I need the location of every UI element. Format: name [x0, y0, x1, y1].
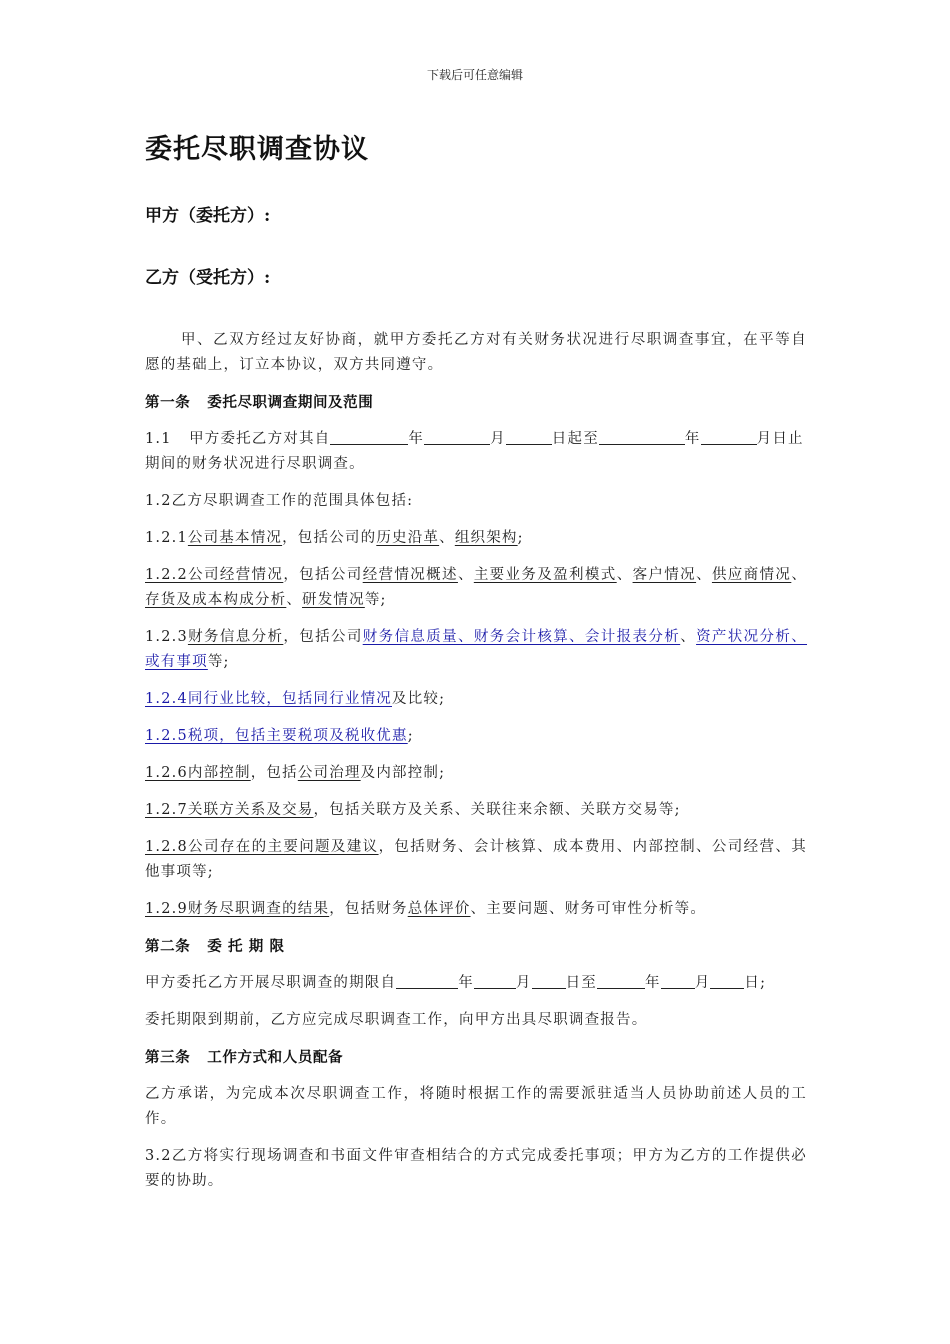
blank-term-end-month[interactable]: [661, 972, 695, 989]
clause-text: ，包括公司的: [282, 530, 377, 546]
link-dd-results[interactable]: 1.2.9财务尽职调查的结果: [145, 901, 330, 917]
clause-1-2-4: [145, 687, 807, 712]
blank-start-day[interactable]: [506, 428, 552, 445]
clause-1-2-8: [145, 835, 807, 885]
clause-text: 等;: [364, 592, 387, 608]
link-industry-comparison[interactable]: 1.2.4同行业比较，包括同行业情况: [145, 691, 392, 707]
party-a-label: 甲方（委托方）:: [145, 206, 271, 226]
link-customers[interactable]: 客户情况: [632, 567, 697, 583]
clause-text: ，包括: [250, 765, 298, 781]
clause-number: 1.2.3: [145, 629, 188, 645]
label-day-from: 日起至: [551, 431, 599, 447]
clause-1-2-7: [145, 798, 807, 823]
label-month: 月: [515, 975, 532, 991]
clause-text: 、: [616, 567, 633, 583]
article-3-heading: 第三条 工作方式和人员配备: [145, 1049, 344, 1066]
clause-1-1-lead: 1.1 甲方委托乙方对其自: [145, 431, 331, 447]
link-main-issues[interactable]: 1.2.8公司存在的主要问题及建议: [145, 839, 379, 855]
document-title: 委托尽职调查协议: [145, 134, 369, 165]
clause-text: 、: [696, 567, 712, 583]
clause-1-2-1: [145, 526, 807, 551]
clause-1-2-2: [145, 563, 807, 613]
link-business-model[interactable]: 主要业务及盈利模式: [473, 567, 617, 583]
clause-text: 、: [286, 592, 303, 608]
link-financial-analysis[interactable]: 财务信息分析: [187, 629, 284, 645]
label-month: 月: [756, 431, 773, 447]
label-month: 月: [694, 975, 711, 991]
label-year: 年: [684, 431, 701, 447]
clause-text: 及内部控制;: [360, 765, 446, 781]
clause-text: 、主要问题、财务可审性分析等。: [470, 901, 707, 917]
link-operations[interactable]: 1.2.2公司经营情况: [145, 567, 284, 583]
label-year: 年: [645, 975, 661, 991]
clause-1-2-9: [145, 897, 807, 922]
link-company-basics[interactable]: 公司基本情况: [187, 530, 283, 546]
clause-1-2-3: [145, 625, 807, 675]
header-note: 下载后可任意编辑: [426, 68, 523, 82]
clause-text: ;: [407, 728, 414, 744]
label-year: 年: [458, 975, 474, 991]
link-internal-control[interactable]: 1.2.6内部控制: [145, 765, 251, 781]
article-2-deadline: 委托期限到期前，乙方应完成尽职调查工作，向甲方出具尽职调查报告。: [145, 1012, 648, 1028]
link-asset-analysis[interactable]: 资产状况分析、或有事项: [145, 629, 808, 670]
link-financial-quality[interactable]: 财务信息质量、财务会计核算、会计报表分析: [362, 629, 681, 645]
clause-1-1: [145, 427, 807, 477]
document-body: [145, 130, 807, 1194]
link-related-parties[interactable]: 1.2.7关联方关系及交易: [145, 802, 314, 818]
clause-text: ;: [517, 530, 524, 546]
clause-text: 、: [791, 567, 808, 583]
clause-text: 、: [439, 530, 455, 546]
intro-paragraph: 甲、乙双方经过友好协商，就甲方委托乙方对有关财务状况进行尽职调查事宜，在平等自愿的基础上，订立本协议，双方共同遵守。: [145, 332, 807, 373]
blank-term-end-year[interactable]: [597, 972, 645, 989]
clause-text: ，包括财务、会计核算、成本费用、内部控制、公司经营、其他事项等;: [145, 839, 807, 880]
blank-term-start-day[interactable]: [532, 972, 566, 989]
link-operations-overview[interactable]: 经营情况概述: [362, 567, 458, 583]
clause-text: 等;: [207, 654, 230, 670]
label-day: 日;: [744, 975, 767, 991]
blank-end-month[interactable]: [701, 428, 757, 445]
clause-1-2-6: [145, 761, 807, 786]
link-governance[interactable]: 公司治理: [297, 765, 361, 781]
blank-end-year[interactable]: [599, 428, 685, 445]
link-rnd[interactable]: 研发情况: [302, 592, 365, 608]
blank-term-start-year[interactable]: [396, 972, 458, 989]
clause-text: ，包括公司: [283, 567, 363, 583]
clause-1-1-tail: 日止期间的财务状况进行尽职调查。: [145, 431, 804, 472]
blank-term-end-day[interactable]: [710, 972, 744, 989]
clause-text: ，包括财务: [329, 901, 408, 917]
link-taxes[interactable]: 1.2.5税项，包括主要税项及税收优惠: [145, 728, 408, 744]
clause-text: 及比较;: [392, 691, 446, 707]
article-3-commitment: 乙方承诺，为完成本次尽职调查工作，将随时根据工作的需要派驻适当人员协助前述人员的工作。: [145, 1086, 807, 1127]
label-year: 年: [408, 431, 425, 447]
clause-number: 1.2.1: [145, 530, 188, 546]
article-1-heading: 第一条 委托尽职调查期间及范围: [145, 394, 374, 411]
clause-1-2-5: [145, 724, 807, 749]
article-2-heading: 第二条 委 托 期 限: [145, 938, 285, 955]
clause-3-2: 3.2乙方将实行现场调查和书面文件审查相结合的方式完成委托事项；甲方为乙方的工作提供必要的协助。: [145, 1148, 807, 1189]
blank-start-year[interactable]: [330, 428, 408, 445]
link-org-structure[interactable]: 组织架构: [454, 530, 518, 546]
blank-start-month[interactable]: [424, 428, 490, 445]
party-b-label: 乙方（受托方）:: [145, 268, 271, 288]
clause-text: 、: [457, 567, 474, 583]
clause-text: ，包括关联方及关系、关联往来余额、关联方交易等;: [313, 802, 681, 818]
link-inventory-cost[interactable]: 存货及成本构成分析: [145, 592, 287, 608]
label-month: 月: [490, 431, 506, 447]
article-2-term: [145, 971, 807, 996]
link-suppliers[interactable]: 供应商情况: [711, 567, 792, 583]
clause-1-2: 1.2乙方尽职调查工作的范围具体包括:: [145, 493, 414, 509]
link-history[interactable]: 历史沿革: [376, 530, 440, 546]
clause-text: 、: [680, 629, 697, 645]
link-overall-evaluation[interactable]: 总体评价: [407, 901, 471, 917]
label-day-to: 日至: [565, 975, 598, 991]
term-lead: 甲方委托乙方开展尽职调查的期限自: [145, 975, 397, 991]
blank-term-start-month[interactable]: [474, 972, 516, 989]
clause-text: ，包括公司: [283, 629, 363, 645]
